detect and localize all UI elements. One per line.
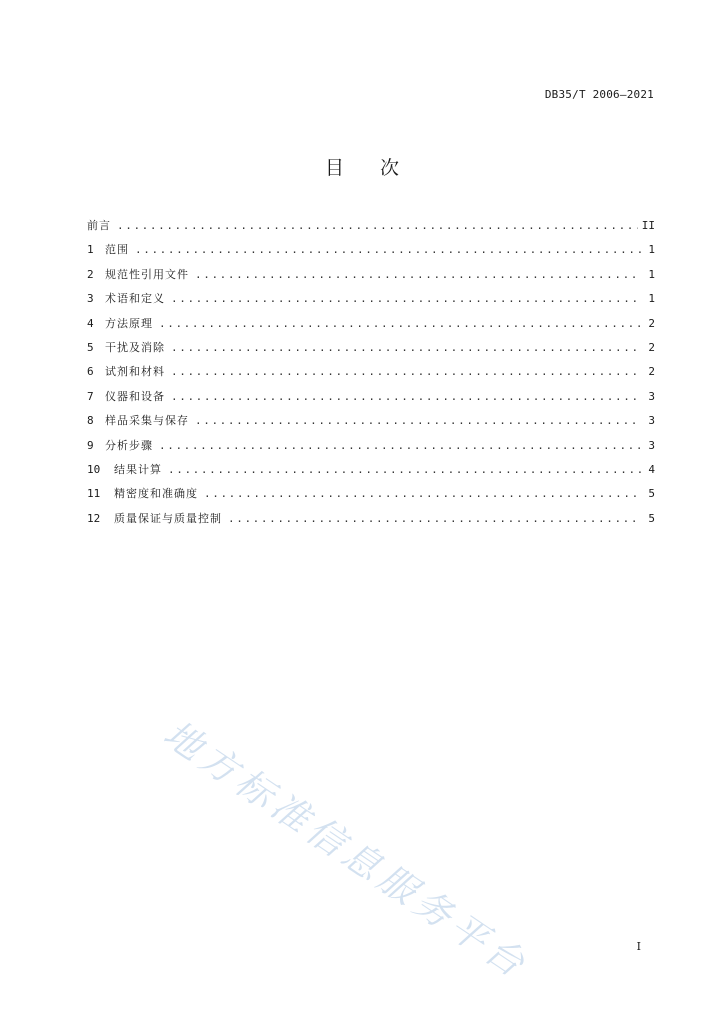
document-code: DB35/T 2006—2021 [544, 88, 654, 101]
toc-entry-number: 2 [87, 267, 94, 281]
toc-leader-dots [168, 463, 641, 476]
table-of-contents [87, 217, 655, 534]
toc-entry[interactable] [87, 412, 655, 436]
toc-entry-label: 分析步骤 [105, 438, 153, 452]
toc-entry[interactable] [87, 485, 655, 509]
toc-entry-page: 3 [648, 389, 655, 403]
toc-entry[interactable] [87, 510, 655, 534]
toc-entry[interactable] [87, 290, 655, 314]
toc-entry[interactable] [87, 339, 655, 363]
page-title: 目次 [324, 157, 435, 179]
toc-leader-dots [171, 365, 641, 378]
toc-entry-label: 质量保证与质量控制 [114, 511, 222, 525]
toc-leader-dots [171, 292, 641, 305]
toc-leader-dots [228, 512, 641, 525]
toc-entry-number: 9 [87, 438, 94, 452]
toc-entry-page: 3 [648, 438, 655, 452]
toc-leader-dots [135, 243, 641, 256]
toc-entry-label: 规范性引用文件 [105, 267, 189, 281]
toc-entry-number: 1 [87, 243, 94, 257]
toc-entry[interactable] [87, 437, 655, 461]
toc-entry-label: 结果计算 [114, 462, 162, 476]
toc-entry-label: 方法原理 [105, 316, 153, 330]
toc-entry-number: 3 [87, 292, 94, 306]
toc-entry[interactable] [87, 461, 655, 485]
toc-leader-dots [159, 439, 641, 452]
toc-entry-label: 样品采集与保存 [105, 414, 189, 428]
toc-entry[interactable] [87, 315, 655, 339]
toc-leader-dots [195, 414, 641, 427]
toc-entry-number: 8 [87, 414, 94, 428]
toc-entry-number: 7 [87, 389, 94, 403]
toc-entry-number: 4 [87, 316, 94, 330]
toc-entry[interactable] [87, 363, 655, 387]
page-number: I [636, 940, 641, 953]
toc-entry[interactable] [87, 217, 655, 241]
toc-entry-page: 3 [648, 414, 655, 428]
toc-entry-page: 1 [648, 243, 655, 257]
toc-entry-label: 干扰及消除 [105, 340, 165, 354]
toc-entry[interactable] [87, 241, 655, 265]
toc-entry-label: 试剂和材料 [105, 365, 165, 379]
toc-entry-page: 4 [648, 462, 655, 476]
toc-leader-dots [195, 268, 641, 281]
toc-entry-page: 2 [648, 340, 655, 354]
toc-entry-label: 术语和定义 [105, 292, 165, 306]
toc-entry-number: 10 [87, 462, 101, 476]
toc-entry-page: 5 [648, 511, 655, 525]
toc-entry-number: 6 [87, 365, 94, 379]
toc-leader-dots [117, 219, 638, 232]
toc-leader-dots [159, 317, 641, 330]
toc-entry-page: II [641, 219, 655, 232]
toc-entry-label: 前言 [87, 219, 111, 232]
toc-leader-dots [204, 487, 641, 500]
toc-entry-label: 范围 [105, 243, 129, 257]
toc-entry-page: 2 [648, 365, 655, 379]
toc-entry-page: 1 [648, 267, 655, 281]
toc-entry-label: 仪器和设备 [105, 389, 165, 403]
toc-entry[interactable] [87, 388, 655, 412]
toc-entry[interactable] [87, 266, 655, 290]
toc-entry-number: 11 [87, 487, 101, 501]
toc-entry-page: 2 [648, 316, 655, 330]
toc-entry-page: 1 [648, 292, 655, 306]
watermark: 地方标准信息服务平台 [156, 712, 537, 989]
toc-leader-dots [171, 341, 641, 354]
toc-entry-page: 5 [648, 487, 655, 501]
toc-leader-dots [171, 390, 641, 403]
toc-entry-number: 5 [87, 340, 94, 354]
toc-entry-number: 12 [87, 511, 101, 525]
toc-entry-label: 精密度和准确度 [114, 487, 198, 501]
